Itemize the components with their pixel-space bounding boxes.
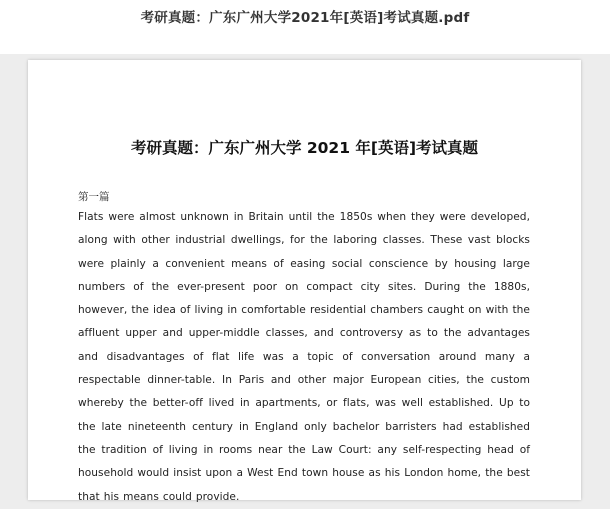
document-viewer[interactable] (0, 54, 610, 503)
pdf-page (28, 60, 581, 503)
document-title: 考研真题：广东广州大学 2021 年[英语]考试真题 (130, 139, 479, 157)
section-label: 第一篇 (78, 191, 110, 203)
file-title: 考研真题：广东广州大学2021年[英语]考试真题.pdf (140, 10, 470, 26)
passage-paragraph: Flats were almost unknown in Britain until the 1850s when they were developed, along with other industrial dwellings, for the laboring classes. These vast blocks were plainly a convenient means of easing social conscience by housing large numbers of the ever-present poor on compact city sites. During the 1880s, however, the idea of living in comfortable residential chambers caught on with the affluent upper and upper-middle classes, and controversy as to the advantages and disadvantages of flat life was a topic of conversation around many a respectable dinner-table. In Paris and other major European cities, the custom whereby the better-off lived in apartments, or flats, was well established. Up to the late nineteenth century in England only bachelor barristers had established the tradition of living in rooms near the Law Court: any self-respecting head of household would insist upon a West End town house as his London home, the best that his means could provide. (78, 211, 530, 503)
viewer-header (0, 0, 610, 54)
